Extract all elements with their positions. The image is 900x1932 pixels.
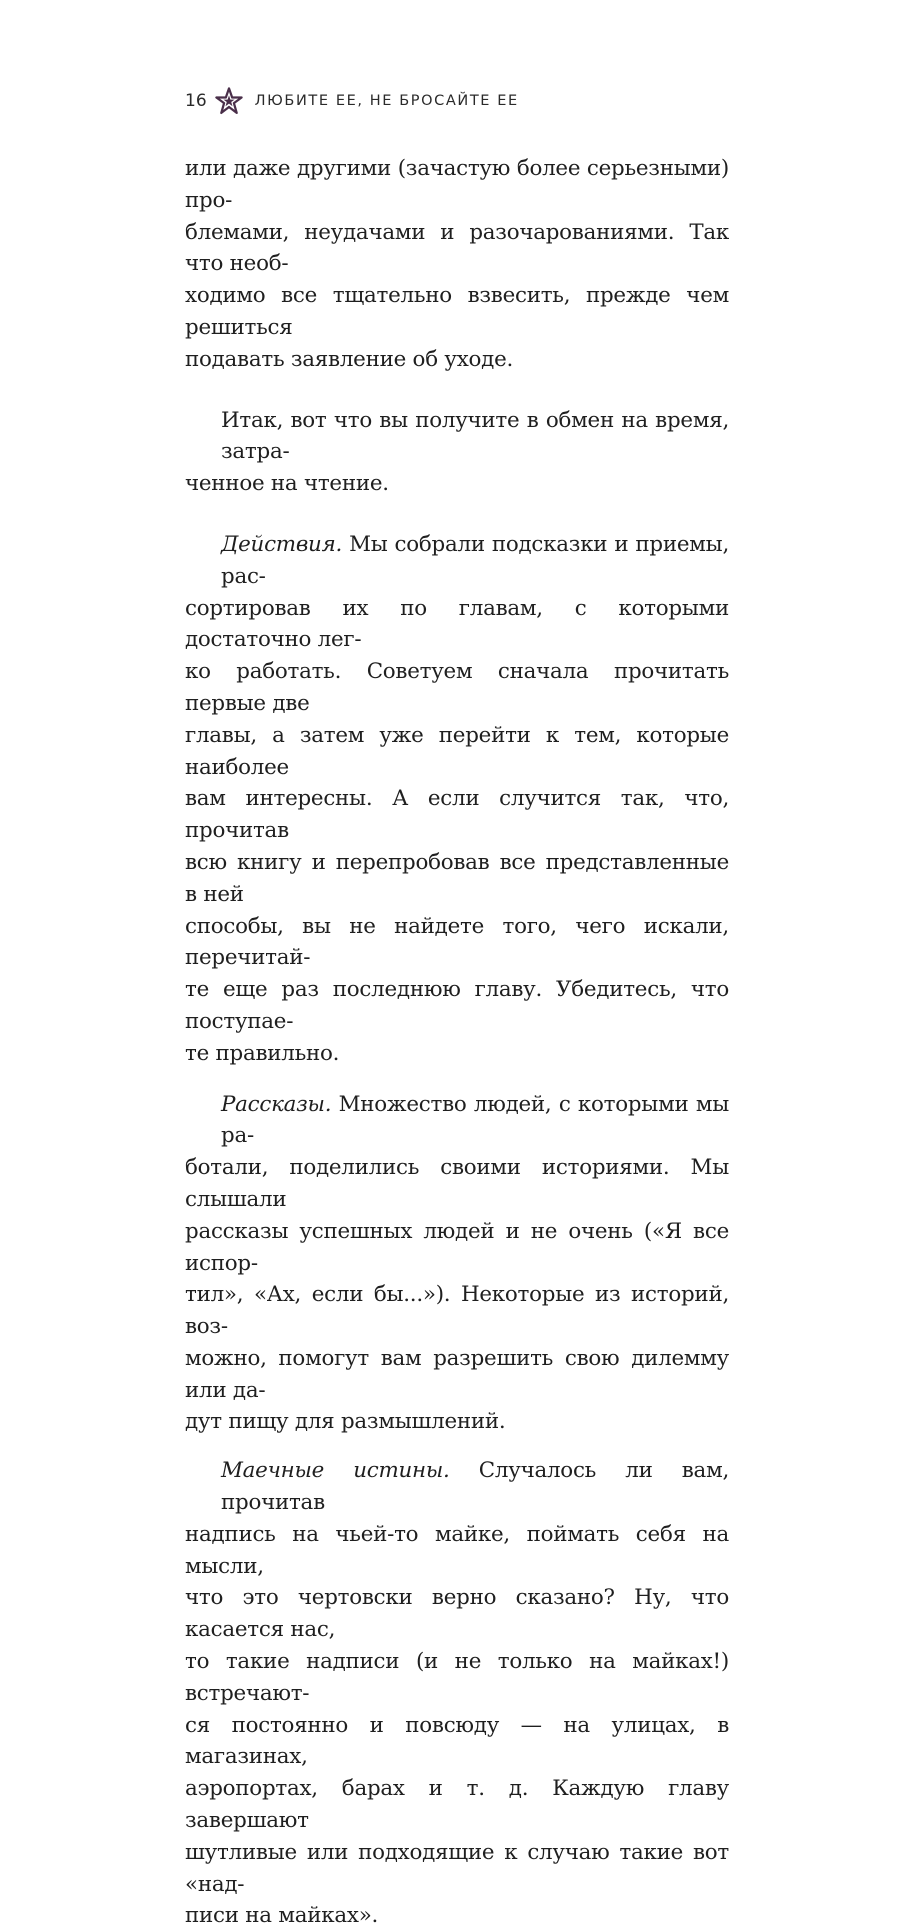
text-line: или даже другими (зачастую более серьезными) про- bbox=[185, 156, 729, 213]
text-line: блемами, неудачами и разочарованиями. Так что необ- bbox=[185, 219, 729, 277]
running-head-title: ЛЮБИТЕ ЕЕ, НЕ БРОСАЙТЕ ЕЕ bbox=[254, 93, 519, 109]
paragraph-continuation bbox=[185, 153, 729, 376]
star-icon bbox=[215, 87, 243, 115]
text-line: надпись на чьей-то майке, поймать себя на мысли, bbox=[185, 1521, 729, 1579]
text-line: ченное на чтение. bbox=[185, 471, 389, 497]
paragraph-tshirt-truths bbox=[185, 1455, 729, 1932]
text-line: вам интересны. А если случится так, что, прочитав bbox=[185, 786, 729, 844]
text-line: подавать заявление об уходе. bbox=[185, 346, 514, 372]
text-line: что это чертовски верно сказано? Ну, что касается нас, bbox=[185, 1585, 729, 1643]
text-line: ко работать. Советуем сначала прочитать первые две bbox=[185, 659, 729, 716]
text-line: шутливые или подходящие к случаю такие вот «над- bbox=[185, 1839, 729, 1897]
text-line: рассказы успешных людей и не очень («Я все испор- bbox=[185, 1218, 729, 1276]
text-fragment: Множество людей, с которыми мы ра- bbox=[221, 1091, 729, 1149]
text-line: сортировав их по главам, с которыми достаточно лег- bbox=[185, 595, 729, 653]
text-line: ботали, поделились своими историями. Мы слышали bbox=[185, 1155, 729, 1212]
paragraph-actions bbox=[185, 529, 729, 1070]
text-line: тил», «Ах, если бы...»). Некоторые из историй, воз- bbox=[185, 1282, 729, 1340]
paragraph-stories bbox=[185, 1089, 729, 1439]
text-line bbox=[185, 1089, 729, 1153]
text-line: ся постоянно и повсюду — на улицах, в магазинах, bbox=[185, 1712, 729, 1770]
body-text bbox=[185, 153, 729, 1932]
paragraph-intro bbox=[185, 405, 729, 500]
text-line: Итак, вот что вы получите в обмен на время, затра- bbox=[221, 407, 729, 465]
text-line: те правильно. bbox=[185, 1040, 340, 1066]
text-line: писи на майках». bbox=[185, 1903, 379, 1929]
term-tshirt-truths: Маечные истины. bbox=[221, 1458, 450, 1484]
text-line: то такие надписи (и не только на майках!) встречают- bbox=[185, 1649, 729, 1706]
text-line: можно, помогут вам разрешить свою дилемму или да- bbox=[185, 1345, 729, 1403]
page-number: 16 bbox=[185, 91, 207, 111]
text-line: аэропортах, барах и т. д. Каждую главу завершают bbox=[185, 1776, 729, 1834]
text-line bbox=[185, 1455, 729, 1519]
text-line: те еще раз последнюю главу. Убедитесь, что поступае- bbox=[185, 977, 729, 1034]
text-line: всю книгу и перепробовав все представленные в ней bbox=[185, 849, 729, 907]
text-line: дут пищу для размышлений. bbox=[185, 1409, 506, 1435]
term-actions: Действия. bbox=[221, 531, 343, 557]
text-fragment: Случалось ли вам, прочитав bbox=[221, 1458, 730, 1516]
text-fragment: Мы собрали подсказки и приемы, рас- bbox=[221, 531, 729, 589]
text-line: способы, вы не найдете того, чего искали, перечитай- bbox=[185, 913, 729, 971]
text-line bbox=[185, 529, 729, 593]
term-stories: Рассказы. bbox=[221, 1091, 332, 1117]
text-line: ходимо все тщательно взвесить, прежде чем решиться bbox=[185, 283, 729, 340]
running-head bbox=[185, 86, 519, 116]
text-line: главы, а затем уже перейти к тем, которые наиболее bbox=[185, 722, 729, 780]
